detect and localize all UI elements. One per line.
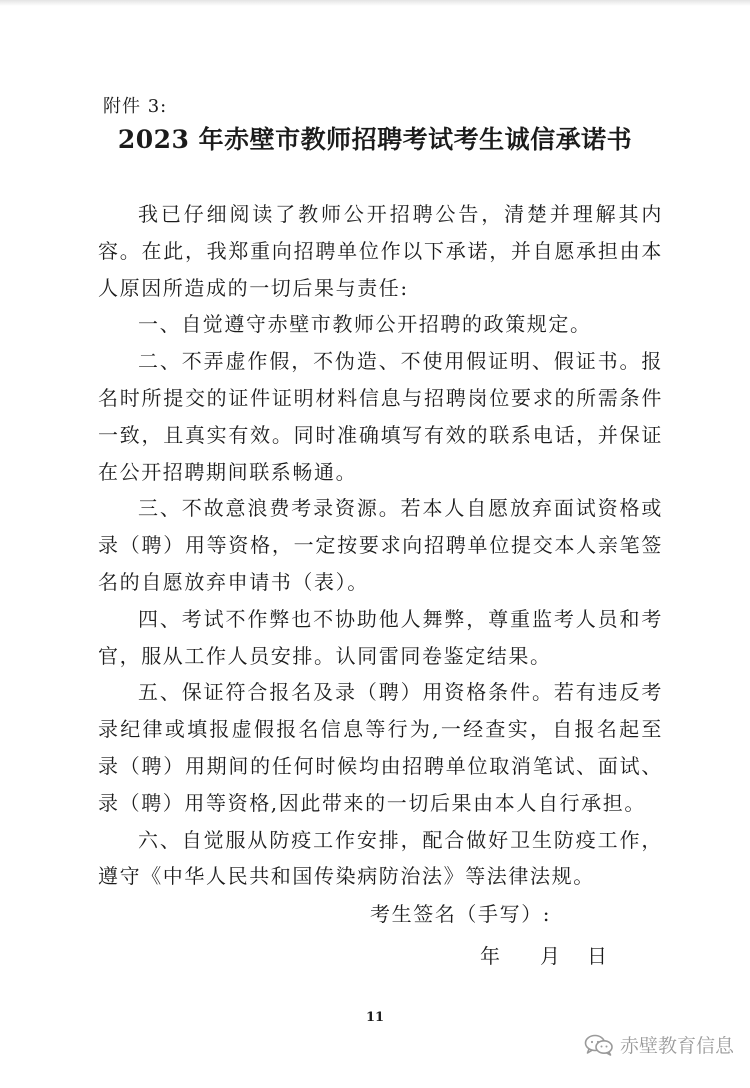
paragraph-item-3: 三、不故意浪费考录资源。若本人自愿放弃面试资格或录（聘）用等资格，一定按要求向招聘单位提交本人亲笔签名的自愿放弃申请书（表）。	[98, 496, 663, 594]
paragraph-item-2: 二、不弄虚作假，不伪造、不使用假证明、假证书。报名时所提交的证件证明材料信息与招聘岗位要求的所需条件一致，且真实有效。同时准确填写有效的联系电话，并保证在公开招聘期间联系畅通。	[98, 349, 663, 484]
paragraph-item-6: 六、自觉服从防疫工作安排，配合做好卫生防疫工作，遵守《中华人民共和国传染病防治法》等法律法规。	[98, 827, 663, 889]
date-month-label: 月	[540, 944, 560, 968]
paragraph-intro: 我已仔细阅读了教师公开招聘公告，清楚并理解其内容。在此，我郑重向招聘单位作以下承诺，并自愿承担由本人原因所造成的一切后果与责任:	[98, 202, 663, 300]
document-body	[98, 196, 663, 895]
date-year-label: 年	[480, 944, 500, 968]
signature-label: 考生签名（手写）:	[370, 902, 552, 926]
paragraph-item-1: 一、自觉遵守赤壁市教师公开招聘的政策规定。	[138, 312, 592, 337]
watermark	[584, 1031, 734, 1058]
page-number: 11	[365, 1010, 385, 1025]
watermark-text: 赤壁教育信息	[619, 1035, 734, 1057]
document-title: 2023 年赤壁市教师招聘考试考生诚信承诺书	[117, 125, 633, 154]
paragraph-item-5: 五、保证符合报名及录（聘）用资格条件。若有违反考录纪律或填报虚假报名信息等行为,一经查实，自报名起至录（聘）用期间的任何时候均由招聘单位取消笔试、面试、录（聘）用等资格,因此带来的一切后果由本人自行承担。	[98, 680, 663, 815]
wechat-chat-bubbles-icon	[584, 1034, 614, 1056]
date-day-label: 日	[587, 944, 607, 968]
attachment-label: 附件 3:	[103, 96, 168, 117]
paragraph-item-4: 四、考试不作弊也不协助他人舞弊，尊重监考人员和考官，服从工作人员安排。认同雷同卷鉴定结果。	[98, 606, 663, 668]
